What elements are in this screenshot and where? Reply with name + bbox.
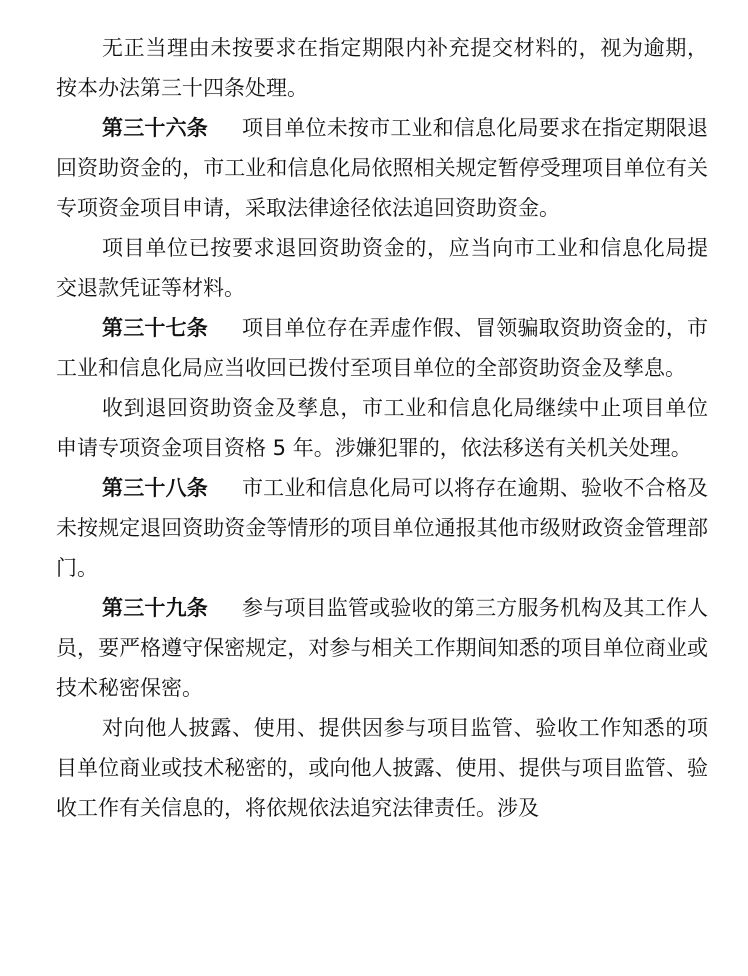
paragraph-article-39	[56, 588, 708, 708]
paragraph-5	[56, 388, 708, 468]
paragraph-article-37	[56, 308, 708, 388]
article-heading: 第三十八条	[102, 476, 208, 500]
article-heading: 第三十九条	[102, 596, 208, 620]
paragraph-text: 项目单位已按要求退回资助资金的，应当向市工业和信息化局提交退款凭证等材料。	[56, 236, 708, 300]
article-heading: 第三十七条	[102, 316, 208, 340]
paragraph-article-36	[56, 108, 708, 228]
article-heading: 第三十六条	[102, 116, 208, 140]
paragraph-3	[56, 228, 708, 308]
paragraph-text: 项目单位存在弄虚作假、冒领骗取资助资金的，市工业和信息化局应当收回已拨付至项目单位的全部资助资金及孳息。	[56, 316, 709, 380]
paragraph-text: 无正当理由未按要求在指定期限内补充提交材料的，视为逾期，按本办法第三十四条处理。	[56, 36, 708, 100]
paragraph-text: 市工业和信息化局可以将存在逾期、验收不合格及未按规定退回资助资金等情形的项目单位通报其他市级财政资金管理部门。	[56, 476, 709, 580]
paragraph-text: 参与项目监管或验收的第三方服务机构及其工作人员，要严格遵守保密规定，对参与相关工作期间知悉的项目单位商业或技术秘密保密。	[56, 596, 709, 700]
paragraph-8	[56, 708, 708, 828]
paragraph-text: 项目单位未按市工业和信息化局要求在指定期限退回资助资金的，市工业和信息化局依照相关规定暂停受理项目单位有关专项资金项目申请，采取法律途径依法追回资助资金。	[56, 116, 709, 220]
paragraph-1	[56, 28, 708, 108]
paragraph-article-38	[56, 468, 708, 588]
paragraph-text: 收到退回资助资金及孳息，市工业和信息化局继续中止项目单位申请专项资金项目资格 5 年。涉嫌犯罪的，依法移送有关机关处理。	[56, 396, 708, 460]
paragraph-text: 对向他人披露、使用、提供因参与项目监管、验收工作知悉的项目单位商业或技术秘密的，或向他人披露、使用、提供与项目监管、验收工作有关信息的，将依规依法追究法律责任。涉及	[56, 716, 708, 820]
